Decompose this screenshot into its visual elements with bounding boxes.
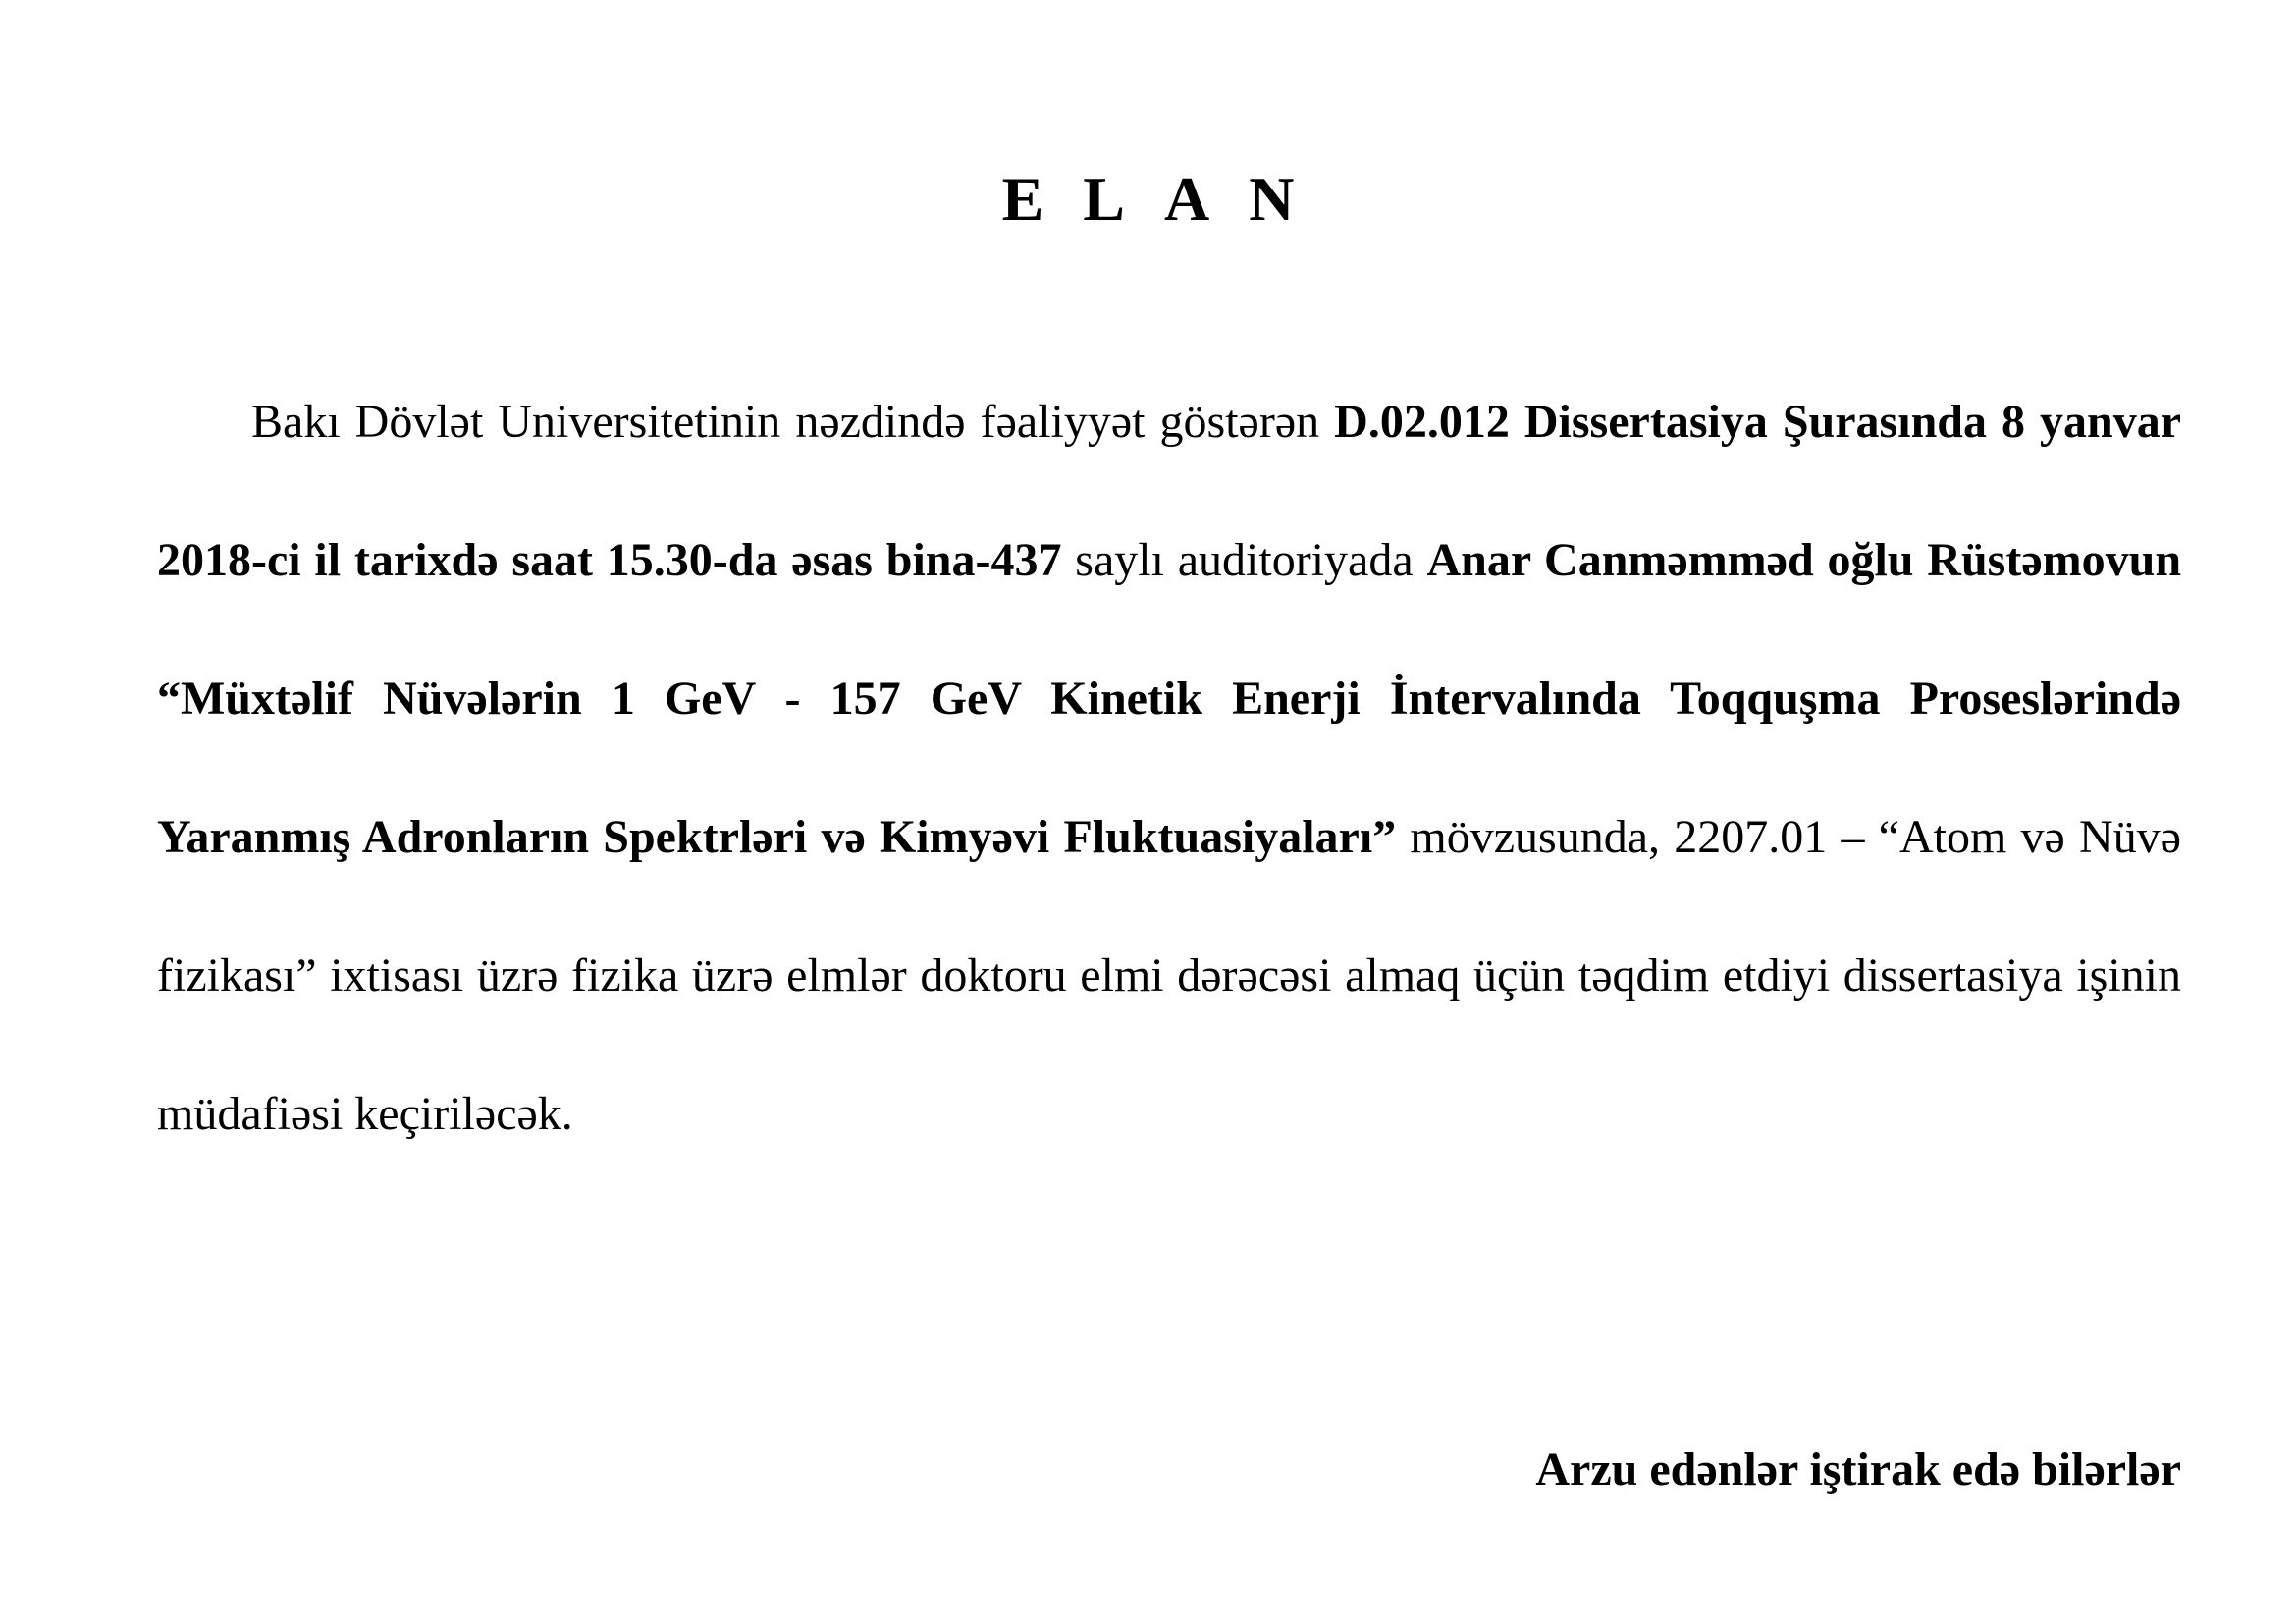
body-segment-specialty: mövzusunda, 2207.01 – “Atom və Nüvə fizikası” ixtisası üzrə fizika üzrə elmlər doktoru elmi dərəcəsi almaq üçün təqdim etdiyi dissertasiya işinin müdafiəsi keçiriləcək. <box>157 811 2182 1140</box>
title-letter: L <box>1083 164 1125 234</box>
announcement-title <box>0 155 2296 243</box>
title-letter: N <box>1249 164 1295 234</box>
body-segment-intro: Bakı Dövlət Universitetinin nəzdində fəaliyyət göstərən <box>251 396 1335 448</box>
body-segment-council-date: D.02.012 Dissertasiya Şurasında 8 yanvar 2018-ci il tarixdə saat 15.30-da əsas bina-437 <box>157 396 2182 586</box>
body-segment-auditorium: saylı auditoriyada <box>1061 534 1427 586</box>
announcement-body <box>157 352 2181 1183</box>
body-segment-candidate-thesis: Anar Canməmməd oğlu Rüstəmovun “Müxtəlif Nüvələrin 1 GeV - 157 GeV Kinetik Enerji İntervalında Toqquşma Proseslərində Yaranmış Adronların Spektrləri və Kimyəvi Fluktuasiyaları” <box>157 534 2182 863</box>
closing-invitation: Arzu edənlər iştirak edə bilərlər <box>1535 1443 2181 1495</box>
title-letter: E <box>1001 164 1044 234</box>
title-letter: A <box>1163 164 1210 234</box>
